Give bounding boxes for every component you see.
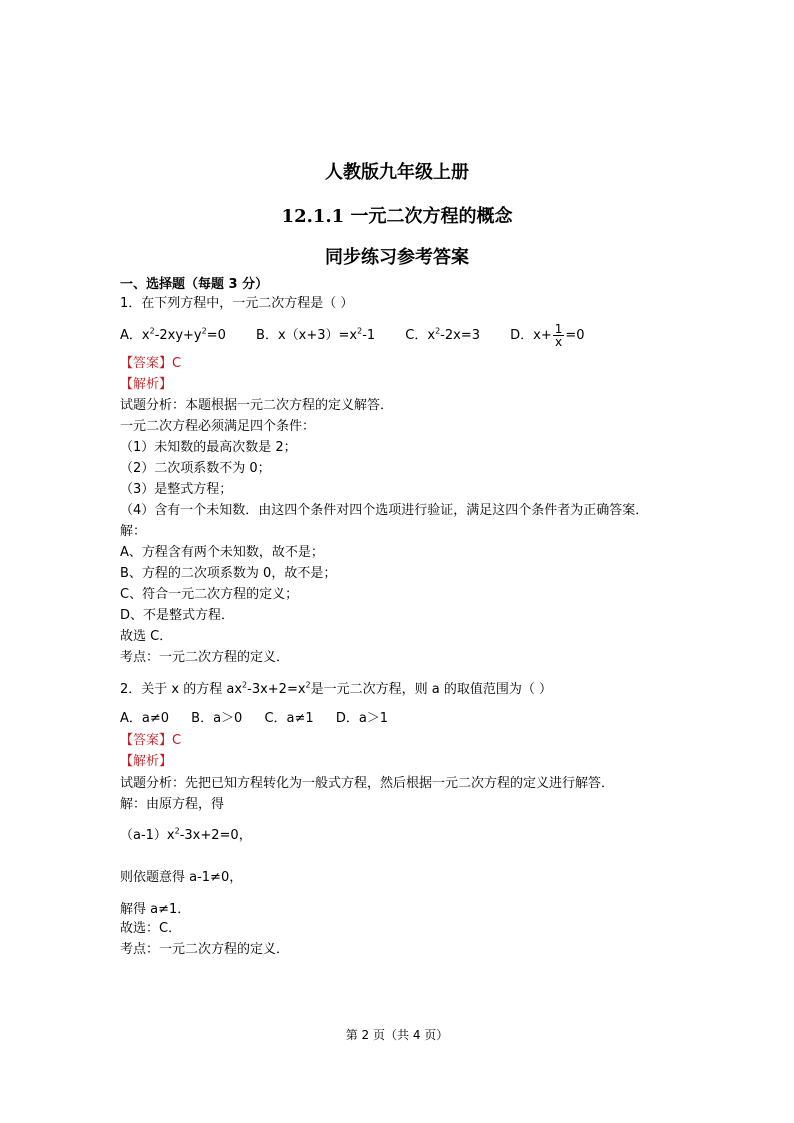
q2-options	[120, 710, 414, 728]
q1-option-d: D．x+ $\frac{1}{x}$ =0	[510, 322, 585, 349]
q1-analysis-line: 解：	[120, 524, 147, 539]
q2-analysis-line: 解：由原方程，得	[120, 797, 225, 812]
q2-analysis-line: 故选：C．	[120, 921, 182, 936]
q1-analysis-line: A、方程含有两个未知数，故不是；	[120, 545, 324, 560]
q1-options	[120, 323, 611, 348]
q1-analysis-line: 考点：一元二次方程的定义．	[120, 650, 290, 665]
doc-title-lesson: 12.1.1 一元二次方程的概念	[281, 206, 513, 227]
fraction: $\frac{1}{x}$	[554, 322, 563, 349]
q2-equation: $(a-1)x^2-3x+2=0$，	[120, 826, 252, 843]
q1-analysis-line: D、不是整式方程．	[120, 608, 235, 623]
q1-analysis-line: 一元二次方程必须满足四个条件：	[120, 419, 316, 434]
q1-analysis-line: B、方程的二次项系数为 0，故不是；	[120, 566, 337, 581]
q1-analysis-line: 故选 C．	[120, 629, 173, 644]
q1-analysis-line: （2）二次项系数不为 0；	[120, 461, 271, 476]
q1-answer: 【答案】C	[120, 356, 182, 371]
q1-analysis-line: （3）是整式方程；	[120, 482, 233, 497]
q2-option-d: D．a＞1	[335, 711, 389, 726]
q2-option-c: C．a≠1	[264, 711, 314, 726]
doc-title-textbook: 人教版九年级上册	[325, 162, 469, 183]
page-number-footer: 第 2 页（共 4 页）	[345, 1028, 449, 1042]
q1-analysis-label: 【解析】	[120, 377, 173, 392]
q1-option-a: A．$x^2-2xy+y^2=0$	[120, 326, 226, 343]
q2-analysis-label: 【解析】	[120, 754, 173, 769]
q2-analysis-line: 试题分析：先把已知方程转化为一般式方程，然后根据一元二次方程的定义进行解答．	[120, 776, 615, 791]
q2-option-b: B．a＞0	[191, 711, 243, 726]
q2-analysis-line: 考点：一元二次方程的定义．	[120, 942, 290, 957]
section-heading: 一、选择题（每题 3 分）	[120, 277, 269, 292]
q2-answer: 【答案】C	[120, 733, 182, 748]
q1-option-b: B．$x(x+3)=x^2-1$	[256, 326, 376, 343]
doc-title-answers: 同步练习参考答案	[325, 247, 469, 268]
q1-question: 1．在下列方程中，一元二次方程是（ ）	[120, 296, 354, 311]
q2-question: 2．关于 x 的方程 $ax^2-3x+2=x^2$是一元二次方程，则 a 的取值范围为（ ）	[120, 680, 552, 697]
q1-option-c: C．$x^2-2x=3$	[405, 326, 480, 343]
q2-analysis-line: 解得 a≠1．	[120, 902, 191, 917]
q1-analysis-line: 试题分析：本题根据一元二次方程的定义解答．	[120, 398, 394, 413]
q2-analysis-line: 则依题意得 a-1≠0，	[120, 870, 243, 885]
q1-analysis-line: C、符合一元二次方程的定义；	[120, 587, 299, 602]
q1-analysis-line: （1）未知数的最高次数是 2；	[120, 440, 297, 455]
q2-option-a: A．a≠0	[120, 711, 170, 726]
q1-analysis-line: （4）含有一个未知数．由这四个条件对四个选项进行验证，满足这四个条件者为正确答案．	[120, 503, 649, 518]
